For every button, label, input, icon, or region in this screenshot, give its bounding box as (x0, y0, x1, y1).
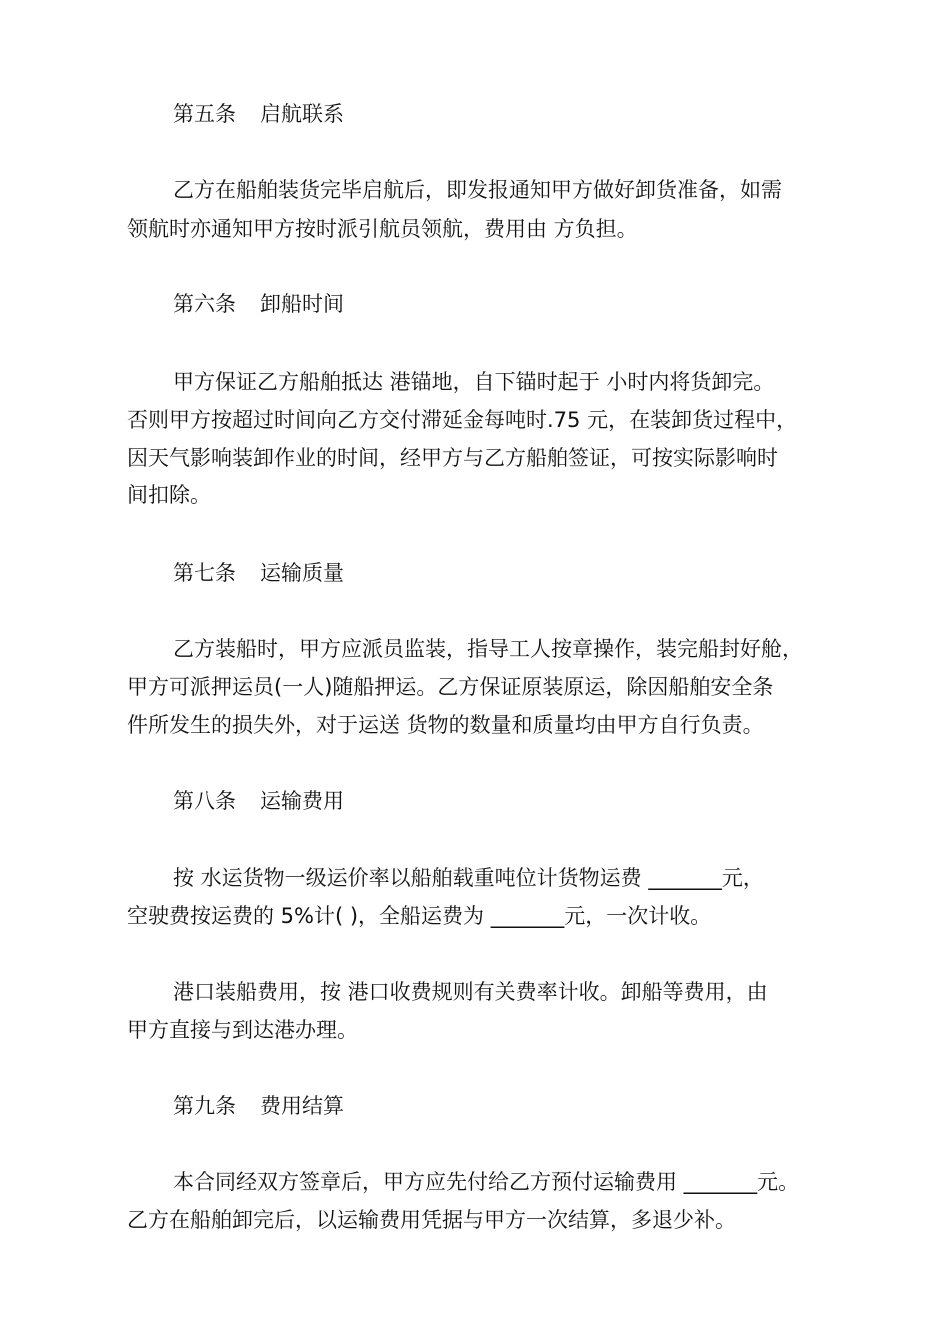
article-number: 第六条 (173, 292, 236, 316)
article-number: 第八条 (173, 789, 236, 813)
article-title: 费用结算 (260, 1094, 344, 1118)
paragraph-line: 乙方在船舶卸完后，以运输费用凭据与甲方一次结算，多退少补。 (127, 1208, 736, 1232)
article-8-heading (173, 787, 344, 815)
article-9-heading (173, 1092, 344, 1120)
article-title: 启航联系 (260, 102, 344, 126)
paragraph-line: 否则甲方按超过时间向乙方交付滞延金每吨时.75 元，在装卸货过程中， (127, 408, 798, 432)
paragraph-line: 乙方装船时，甲方应派员监装，指导工人按章操作，装完船封好舱， (173, 637, 803, 661)
paragraph-line: 件所发生的损失外，对于运送 货物的数量和质量均由甲方自行负责。 (127, 713, 764, 737)
paragraph-line: 间扣除。 (127, 483, 211, 507)
paragraph-line: 领航时亦通知甲方按时派引航员领航，费用由 方负担。 (127, 217, 638, 241)
paragraph-line: 空驶费按运费的 5%计( )，全船运费为 _______元，一次计收。 (127, 904, 712, 928)
paragraph-line: 本合同经双方签章后，甲方应先付给乙方预付运输费用 _______元。 (173, 1170, 800, 1194)
paragraph-line: 因天气影响装卸作业的时间，经甲方与乙方船舶签证，可按实际影响时 (127, 446, 778, 470)
article-title: 运输费用 (260, 789, 344, 813)
article-number: 第七条 (173, 561, 236, 585)
paragraph-line: 甲方直接与到达港办理。 (127, 1018, 358, 1042)
paragraph-line: 按 水运货物一级运价率以船舶载重吨位计货物运费 _______元， (173, 866, 764, 890)
paragraph-line: 甲方保证乙方船舶抵达 港锚地，自下锚时起于 小时内将货卸完。 (173, 370, 775, 394)
article-title: 运输质量 (260, 561, 344, 585)
article-number: 第九条 (173, 1094, 236, 1118)
paragraph-line: 乙方在船舶装货完毕启航后，即发报通知甲方做好卸货准备，如需 (173, 178, 782, 202)
paragraph-line: 港口装船费用，按 港口收费规则有关费率计收。卸船等费用，由 (173, 980, 768, 1004)
article-number: 第五条 (173, 102, 236, 126)
article-5-heading (173, 100, 344, 128)
paragraph-line: 甲方可派押运员(一人)随船押运。乙方保证原装原运，除因船舶安全条 (127, 675, 774, 699)
article-7-heading (173, 559, 344, 587)
article-title: 卸船时间 (260, 292, 344, 316)
article-6-heading (173, 290, 344, 318)
